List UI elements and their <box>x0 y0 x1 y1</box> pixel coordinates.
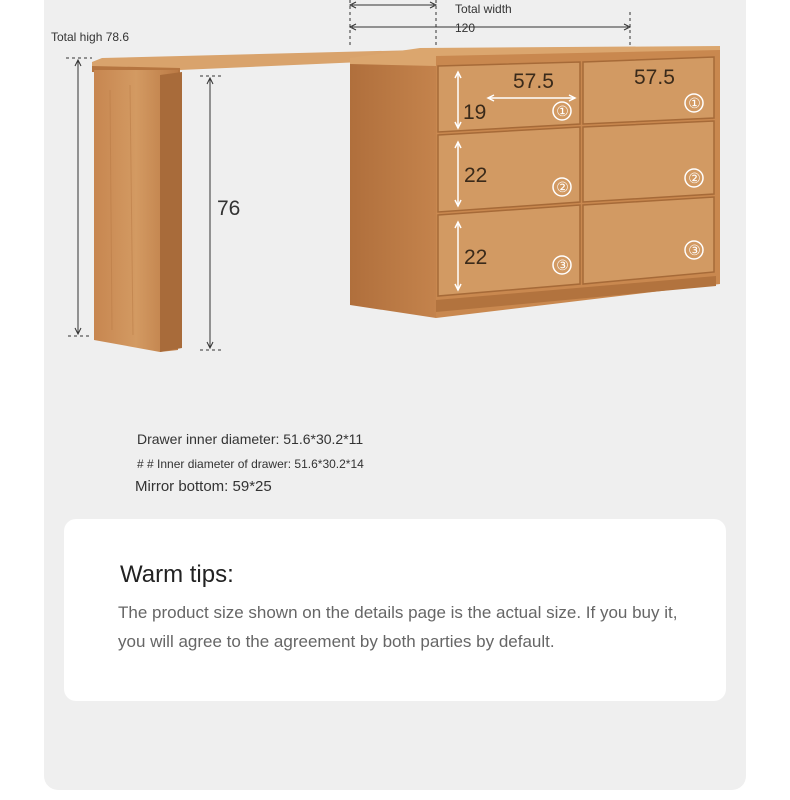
drawer-3-left <box>438 205 580 296</box>
furniture-illustration <box>0 0 790 380</box>
warm-tips-card <box>64 519 726 701</box>
desk-leg <box>94 70 182 352</box>
drawer-marker-2-right: ② <box>688 170 701 186</box>
drawer-1-left <box>438 62 580 132</box>
drawer-marker-1-left: ① <box>556 103 569 119</box>
drawer-marker-2-left: ② <box>556 179 569 195</box>
drawer-inner-spec-2: # # Inner diameter of drawer: 51.6*30.2*14 <box>137 457 364 471</box>
drawer-width-left: 57.5 <box>513 70 554 93</box>
drawer-2-right <box>583 121 714 202</box>
warm-tips-title: Warm tips: <box>120 561 234 588</box>
drawer-inner-spec: Drawer inner diameter: 51.6*30.2*11 <box>137 431 364 447</box>
total-width-value: 120 <box>455 21 476 35</box>
cabinet-side <box>350 64 436 318</box>
drawer-marker-3-left: ③ <box>556 257 569 273</box>
leg-height-label: 76 <box>217 197 241 220</box>
drawer-2-left <box>438 127 580 212</box>
row-2-height: 22 <box>464 164 488 187</box>
row-3-height: 22 <box>464 246 488 269</box>
drawer-width-right: 57.5 <box>634 66 675 89</box>
total-width-label: Total width <box>455 2 512 16</box>
warm-tips-body: The product size shown on the details page is the actual size. If you buy it, you will agree to the agreement by both parties by default. <box>118 603 678 651</box>
row-1-height: 19 <box>463 101 487 124</box>
total-high-label: Total high 78.6 <box>51 30 130 44</box>
drawer-marker-3-right: ③ <box>688 242 701 258</box>
mirror-bottom-spec: Mirror bottom: 59*25 <box>135 478 272 495</box>
drawer-marker-1-right: ① <box>688 95 701 111</box>
